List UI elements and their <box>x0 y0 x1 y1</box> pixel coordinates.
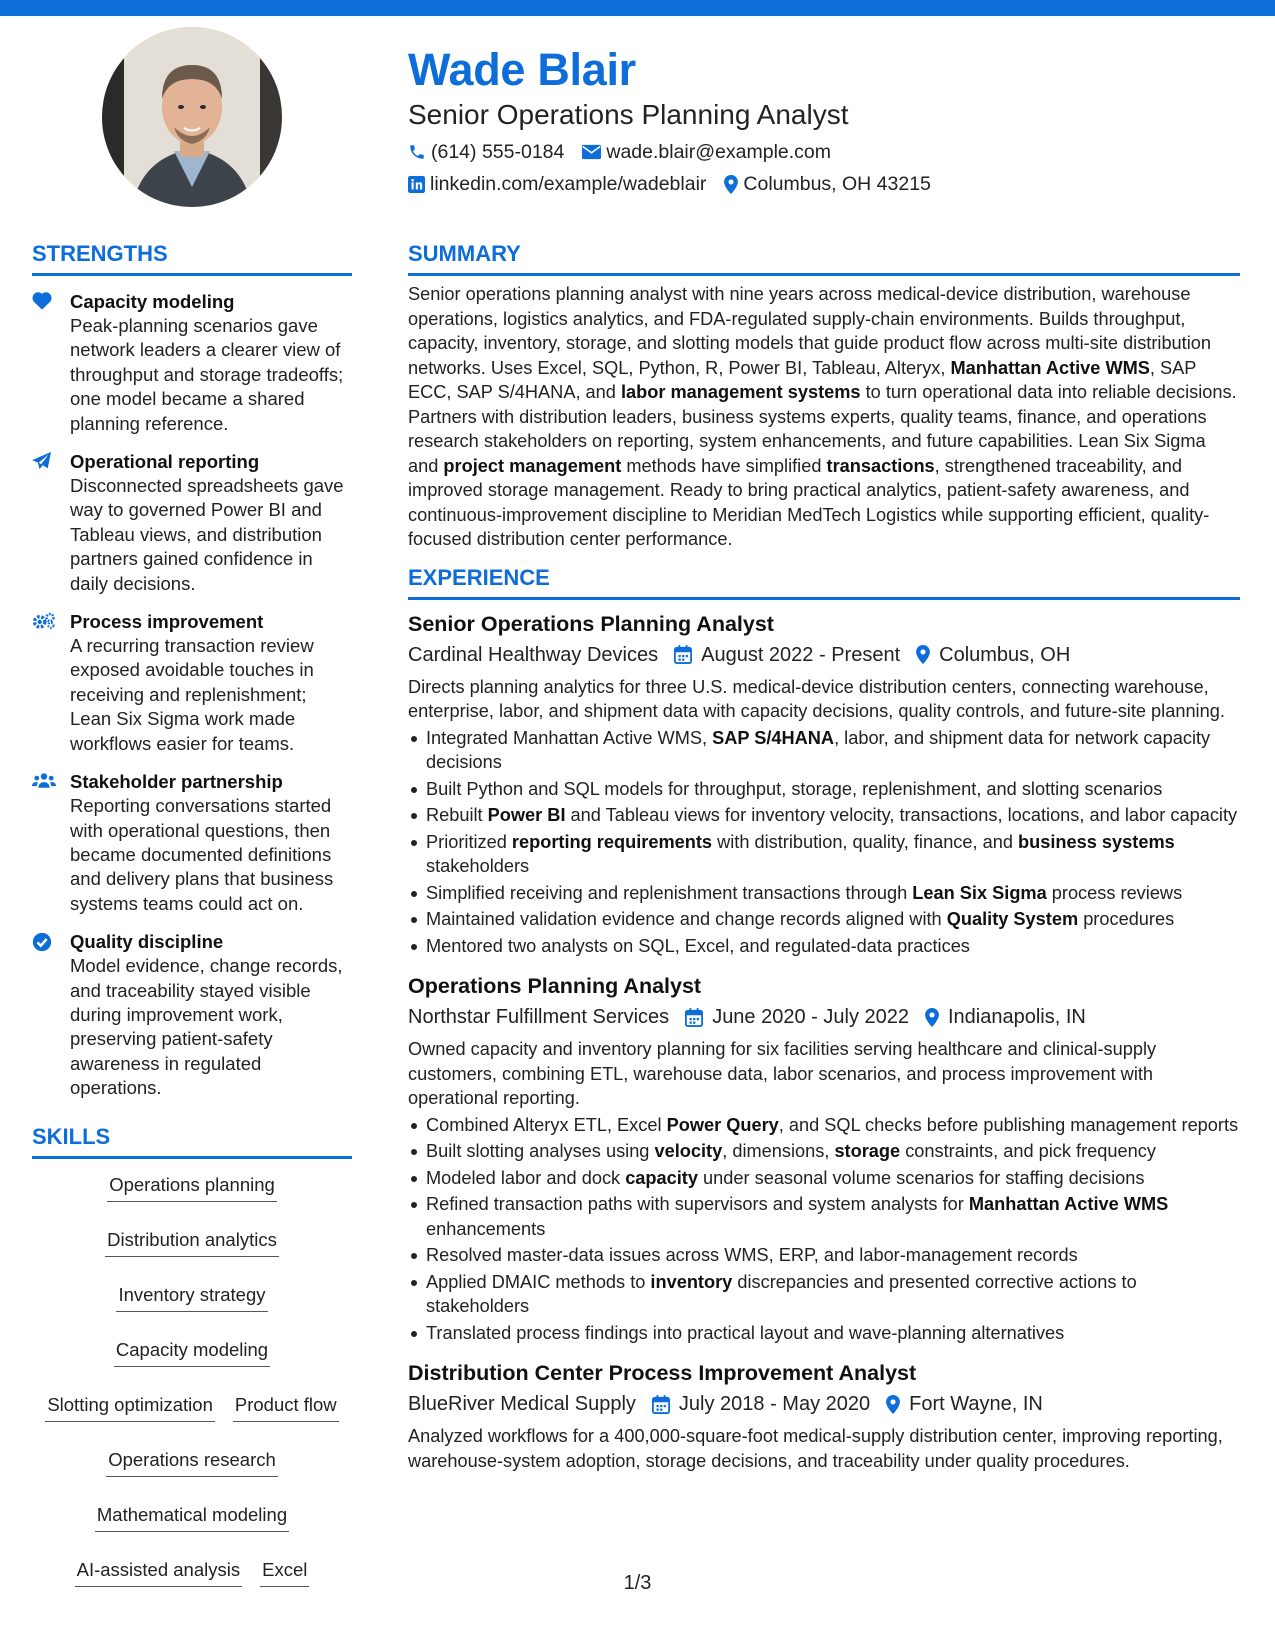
bullet-text: under seasonal volume scenarios for staffing decisions <box>697 1167 1145 1188</box>
job-location-item <box>925 1003 1086 1031</box>
email-item[interactable] <box>582 141 831 164</box>
job-bullets <box>408 1113 1240 1346</box>
company-name: Cardinal Healthway Devices <box>408 643 659 666</box>
bullet-item <box>408 1192 1240 1241</box>
phone-icon <box>408 143 426 161</box>
bullet-item <box>408 726 1240 775</box>
experience-list <box>408 610 1240 1474</box>
company-name: Northstar Fulfillment Services <box>408 1006 670 1028</box>
bullet-keyword: inventory <box>650 1271 733 1292</box>
bullet-keyword: Power Query <box>666 1114 779 1135</box>
bullet-item <box>408 881 1240 906</box>
job-meta <box>408 641 1240 669</box>
summary-keyword: project management <box>443 455 622 476</box>
contact-row-2 <box>408 168 1238 200</box>
summary-segment: , SAP ECC, SAP S/4HANA, and <box>408 357 1197 402</box>
job-location: Fort Wayne, IN <box>909 1393 1043 1415</box>
summary-segment: , strengthened traceability, and improved storage management. Ready to bring practical analytics, patient-safety awareness, and continuous-improvement discipline to Meridian MedTech Logistics while supporting efficient, quality-focused distribution center performance. <box>408 455 1210 549</box>
job-description: Directs planning analytics for three U.S. medical-device distribution centers, connecting warehouse, enterprise, labor, and shipment data with capacity decisions, quality controls, and future-site planning. <box>408 676 1225 721</box>
job-location-item <box>886 1390 1043 1418</box>
bullet-keyword: Quality System <box>946 909 1079 929</box>
job-bullets <box>408 726 1240 959</box>
bullet-text: Combined Alteryx ETL, Excel <box>426 1114 667 1135</box>
job-meta <box>408 1003 1240 1031</box>
bullet-text: Applied DMAIC methods to <box>426 1271 651 1292</box>
bullet-keyword: storage <box>834 1141 901 1161</box>
page-number: 1/3 <box>623 1572 652 1594</box>
summary-segment: methods have simplified <box>621 455 827 476</box>
strength-item <box>32 770 352 916</box>
bullet-text: Maintained validation evidence and change records aligned with <box>426 909 947 929</box>
bullet-text: Mentored two analysts on SQL, Excel, and regulated-data practices <box>426 935 970 956</box>
bullet-text: stakeholders <box>426 856 530 876</box>
profile-photo <box>102 27 282 207</box>
job-entry <box>408 1359 1240 1473</box>
resume-header <box>408 44 1238 200</box>
email-text[interactable]: wade.blair@example.com <box>606 140 831 163</box>
strength-item <box>32 930 352 1100</box>
phone-text: (614) 555-0184 <box>431 140 565 163</box>
dates-item <box>674 641 900 669</box>
right-column <box>408 240 1240 1473</box>
map-pin-icon <box>916 645 930 664</box>
calendar-icon <box>674 645 692 664</box>
strengths-heading: STRENGTHS <box>32 240 352 276</box>
bullet-text: and Tableau views for inventory velocity, transactions, locations, and labor capacity <box>565 805 1238 825</box>
linkedin-icon <box>408 176 425 193</box>
company-item <box>408 641 658 669</box>
skill-tag: AI-assisted analysis <box>75 1558 242 1587</box>
job-entry <box>408 610 1240 959</box>
bullet-text: Prioritized <box>426 831 512 852</box>
skill-tag: Inventory strategy <box>116 1283 267 1312</box>
linkedin-item[interactable] <box>408 173 706 196</box>
bullet-text: Refined transaction paths with supervisors and system analysts for <box>426 1194 969 1214</box>
strength-item <box>32 610 352 756</box>
strength-title: Capacity modeling <box>70 291 235 312</box>
summary-keyword: labor management systems <box>620 382 861 402</box>
bullet-text: discrepancies and presented corrective actions to stakeholders <box>426 1271 1137 1316</box>
strength-item <box>32 290 352 436</box>
strength-desc: A recurring transaction review exposed avoidable touches in receiving and replenishment; Lean Six Sigma work made workflows easier for teams. <box>70 635 314 754</box>
skill-tag: Operations planning <box>107 1173 277 1202</box>
job-entry <box>408 972 1240 1345</box>
bullet-keyword: SAP S/4HANA <box>712 727 835 748</box>
users-icon <box>32 772 56 789</box>
linkedin-text[interactable]: linkedin.com/example/wadeblair <box>430 172 707 195</box>
heart-icon <box>32 292 52 310</box>
skill-tag: Operations research <box>106 1448 278 1477</box>
bullet-text: enhancements <box>426 1218 546 1239</box>
check-circle-icon <box>32 932 52 952</box>
bullet-keyword: Lean Six Sigma <box>912 882 1047 903</box>
contact-row-1 <box>408 136 1238 168</box>
bullet-text: constraints, and pick frequency <box>900 1141 1156 1161</box>
bullet-text: with distribution, quality, finance, and <box>712 831 1019 852</box>
map-pin-icon <box>886 1395 900 1414</box>
calendar-icon <box>685 1008 703 1027</box>
skill-tag: Distribution analytics <box>105 1228 279 1257</box>
top-accent-bar <box>0 0 1275 16</box>
paper-plane-icon <box>32 452 52 470</box>
summary-heading: SUMMARY <box>408 240 1240 276</box>
skill-tag: Mathematical modeling <box>95 1503 289 1532</box>
skills-heading: SKILLS <box>32 1123 352 1159</box>
bullet-text: process reviews <box>1046 882 1183 903</box>
bullet-text: Integrated Manhattan Active WMS, <box>426 727 713 748</box>
job-location: Indianapolis, IN <box>948 1006 1086 1028</box>
bullet-text: Rebuilt <box>426 805 488 825</box>
bullet-item <box>408 777 1240 802</box>
bullet-item <box>408 1270 1240 1319</box>
bullet-item <box>408 1113 1240 1138</box>
skills-list <box>32 1173 352 1587</box>
summary-text <box>408 282 1240 552</box>
location-text: Columbus, OH 43215 <box>743 172 931 195</box>
bullet-text: Modeled labor and dock <box>426 1167 626 1188</box>
company-name: BlueRiver Medical Supply <box>408 1393 636 1415</box>
bullet-keyword: Manhattan Active WMS <box>968 1194 1169 1214</box>
bullet-keyword: capacity <box>625 1167 698 1188</box>
job-location-item <box>916 641 1070 669</box>
bullet-item <box>408 1321 1240 1346</box>
skill-tag: Capacity modeling <box>114 1338 270 1367</box>
strength-title: Process improvement <box>70 611 264 633</box>
job-title: Operations Planning Analyst <box>408 974 702 998</box>
skill-tag: Product flow <box>233 1393 339 1422</box>
left-column <box>32 240 352 1587</box>
phone-item <box>408 141 564 164</box>
calendar-icon <box>652 1395 670 1414</box>
strength-title: Operational reporting <box>70 451 260 473</box>
strength-desc: Peak-planning scenarios gave network leaders a clearer view of throughput and storage tradeoffs; one model became a shared planning reference. <box>70 315 344 434</box>
bullet-text: Built Python and SQL models for throughput, storage, replenishment, and slotting scenarios <box>426 778 1163 799</box>
map-pin-icon <box>724 175 738 194</box>
bullet-text: Built slotting analyses using <box>426 1141 655 1161</box>
bullet-item <box>408 803 1240 828</box>
strength-desc: Reporting conversations started with operational questions, then became documented definitions and delivery plans that business systems teams could act on. <box>70 795 334 914</box>
gears-icon <box>32 612 56 630</box>
experience-heading: EXPERIENCE <box>408 564 1240 600</box>
bullet-item <box>408 1166 1240 1191</box>
job-title: Senior Operations Planning Analyst <box>408 611 774 636</box>
map-pin-icon <box>925 1008 939 1027</box>
bullet-text: procedures <box>1078 909 1175 929</box>
bullet-keyword: business systems <box>1018 831 1175 852</box>
bullet-item <box>408 934 1240 959</box>
skill-tag: Slotting optimization <box>45 1393 215 1422</box>
bullet-item <box>408 907 1240 932</box>
bullet-text: Translated process findings into practical layout and wave-planning alternatives <box>426 1322 1065 1343</box>
bullet-text: Resolved master-data issues across WMS, ERP, and labor-management records <box>426 1245 1078 1265</box>
bullet-item <box>408 1139 1240 1164</box>
bullet-item <box>408 1243 1240 1268</box>
company-item <box>408 1390 636 1418</box>
job-description: Owned capacity and inventory planning for six facilities serving healthcare and clinical-supply customers, combining ETL, warehouse data, labor scenarios, and process improvement with operational reporting. <box>408 1039 1157 1108</box>
strength-title: Stakeholder partnership <box>70 771 283 793</box>
skill-tag: Excel <box>260 1558 309 1587</box>
bullet-text: , labor, and shipment data for network capacity decisions <box>426 727 1211 772</box>
bullet-text: , and SQL checks before publishing management reports <box>778 1114 1239 1135</box>
bullet-text: , dimensions, <box>722 1141 835 1161</box>
bullet-item <box>408 830 1240 879</box>
job-description: Analyzed workflows for a 400,000-square-foot medical-supply distribution center, improving reporting, warehouse-system adoption, storage decisions, and traceability under quality procedures. <box>408 1426 1223 1471</box>
location-item <box>724 173 931 196</box>
candidate-name: Wade Blair <box>408 44 636 95</box>
job-meta <box>408 1390 1240 1418</box>
summary-keyword: transactions <box>826 455 935 476</box>
strength-desc: Model evidence, change records, and traceability stayed visible during improvement work, preserving patient-safety awareness in regulated operations. <box>70 955 343 1099</box>
strength-item <box>32 450 352 596</box>
job-dates: July 2018 - May 2020 <box>678 1393 871 1415</box>
bullet-keyword: Power BI <box>487 805 566 825</box>
bullet-text: Simplified receiving and replenishment transactions through <box>426 882 913 903</box>
job-dates: June 2020 - July 2022 <box>712 1006 909 1028</box>
strength-desc: Disconnected spreadsheets gave way to governed Power BI and Tableau views, and distribution partners gained confidence in daily decisions. <box>70 475 344 594</box>
job-dates: August 2022 - Present <box>701 643 901 666</box>
dates-item <box>685 1003 909 1031</box>
bullet-keyword: reporting requirements <box>511 831 713 852</box>
summary-keyword: Manhattan Active WMS <box>950 357 1150 378</box>
job-title: Distribution Center Process Improvement Analyst <box>408 1361 917 1385</box>
envelope-icon <box>582 144 601 160</box>
summary-segment: to turn operational data into reliable decisions. Partners with distribution leaders, business systems experts, quality teams, finance, and operations research stakeholders on reporting, system enhancements, and future capabilities. Lean Six Sigma and <box>408 382 1237 476</box>
summary-segment: Senior operations planning analyst with nine years across medical-device distribution, warehouse operations, logistics analytics, and FDA-regulated supply-chain environments. Builds throughput, capacity, inventory, storage, and slotting models that guide product flow across multi-site distribution networks. Uses Excel, SQL, Python, R, Power BI, Tableau, Alteryx, <box>408 284 1212 378</box>
candidate-headline: Senior Operations Planning Analyst <box>408 99 849 130</box>
strength-title: Quality discipline <box>70 931 224 953</box>
bullet-keyword: velocity <box>654 1141 723 1161</box>
job-location: Columbus, OH <box>939 643 1071 666</box>
company-item <box>408 1003 669 1031</box>
dates-item <box>652 1390 870 1418</box>
